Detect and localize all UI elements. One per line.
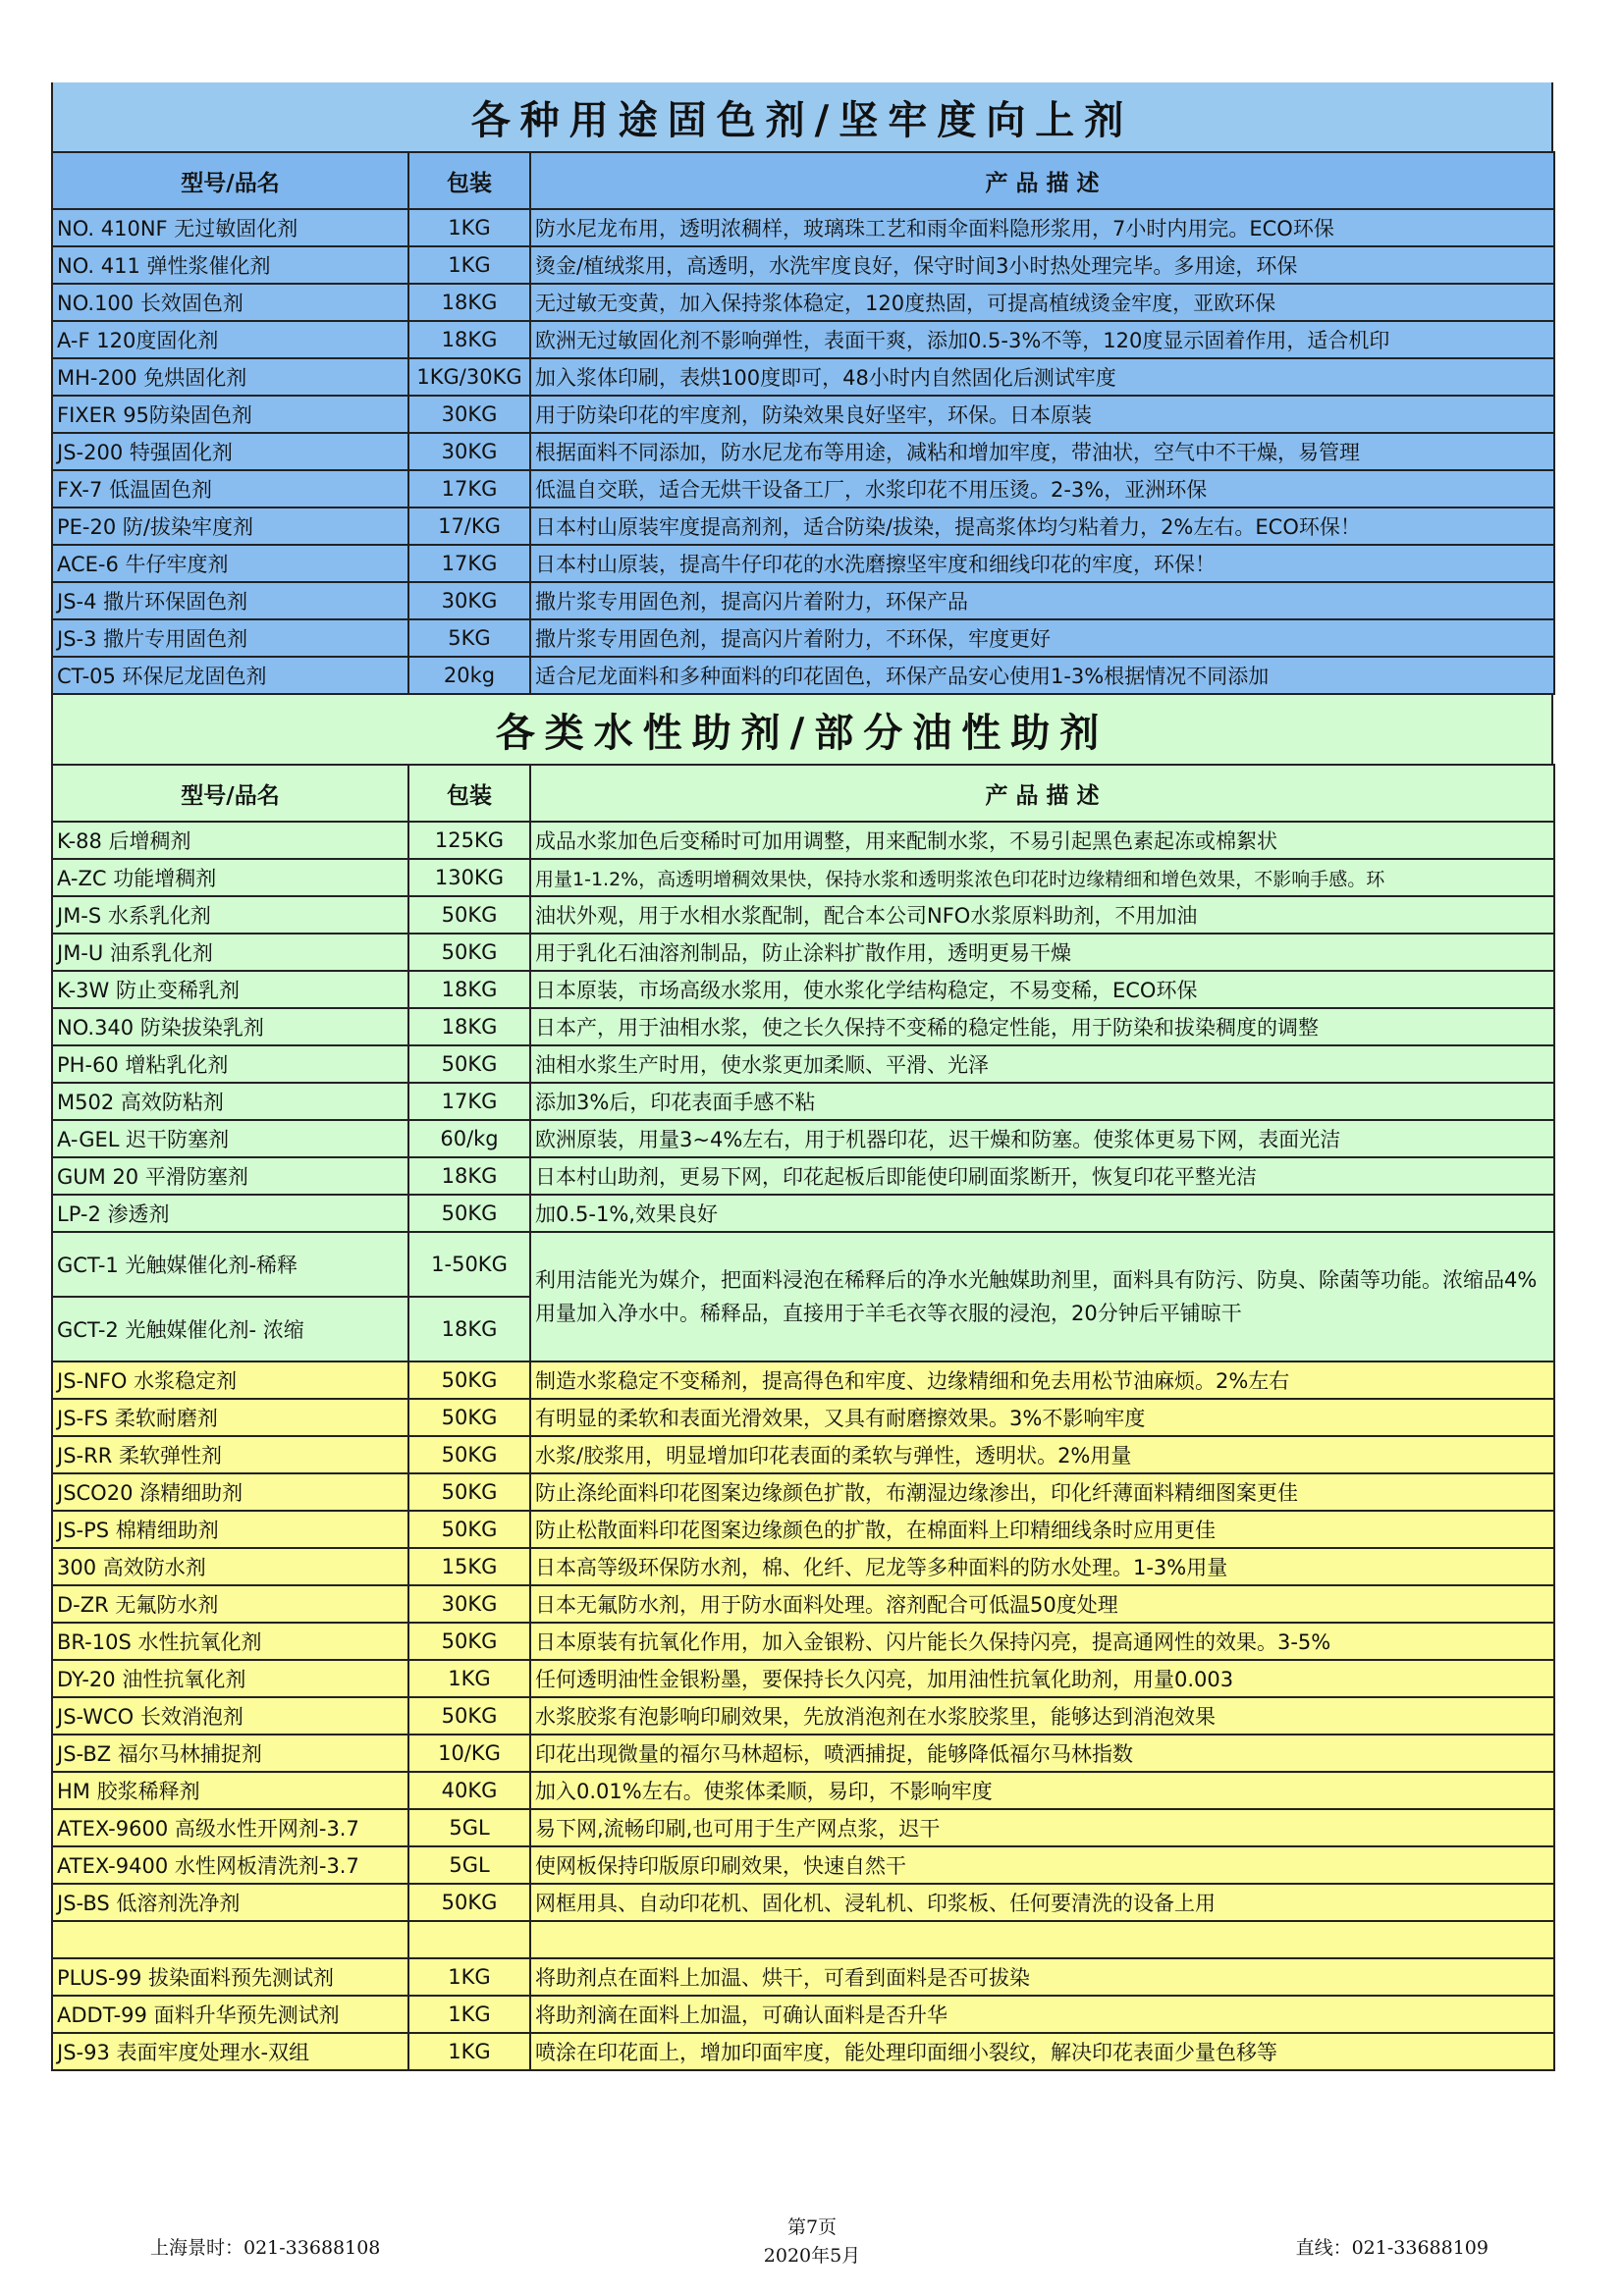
product-name: JS-FS 柔软耐磨剂 <box>52 1399 408 1436</box>
product-name: GCT-2 光触媒催化剂- 浓缩 <box>52 1297 408 1362</box>
table-row <box>52 896 1554 934</box>
product-description: 油状外观，用于水相水浆配制，配合本公司NFO水浆原料助剂，不用加油 <box>530 896 1554 934</box>
product-name: M502 高效防粘剂 <box>52 1083 408 1120</box>
table-row <box>52 1195 1554 1232</box>
product-description: 有明显的柔软和表面光滑效果，又具有耐磨擦效果。3%不影响牢度 <box>530 1399 1554 1436</box>
table-row <box>52 1809 1554 1846</box>
package-size: 30KG <box>408 582 530 619</box>
package-size: 1KG <box>408 246 530 284</box>
package-size: 130KG <box>408 859 530 896</box>
product-description: 无过敏无变黄，加入保持浆体稳定，120度热固，可提高植绒烫金牢度，亚欧环保 <box>530 284 1554 321</box>
package-size: 18KG <box>408 321 530 358</box>
package-size: 40KG <box>408 1772 530 1809</box>
product-name: JS-BZ 福尔马林捕捉剂 <box>52 1735 408 1772</box>
product-name: A-GEL 迟干防塞剂 <box>52 1120 408 1157</box>
package-size: 1KG <box>408 2033 530 2070</box>
package-size: 1KG <box>408 209 530 246</box>
table-row <box>52 1511 1554 1548</box>
package-size: 50KG <box>408 1436 530 1473</box>
table-row <box>52 2033 1554 2070</box>
package-size: 50KG <box>408 1195 530 1232</box>
product-name: ADDT-99 面料升华预先测试剂 <box>52 1996 408 2033</box>
table-row <box>52 1362 1554 1399</box>
table-row <box>52 1083 1554 1120</box>
package-size: 125KG <box>408 822 530 859</box>
product-name: JM-S 水系乳化剂 <box>52 896 408 934</box>
product-name: NO. 411 弹性浆催化剂 <box>52 246 408 284</box>
table-row <box>52 619 1554 657</box>
table-row <box>52 1585 1554 1623</box>
product-description: 欧洲原装，用量3~4%左右，用于机器印花，迟干燥和防塞。使浆体更易下网，表面光洁 <box>530 1120 1554 1157</box>
price-sheet <box>51 82 1553 2071</box>
product-description: 日本无氟防水剂，用于防水面料处理。溶剂配合可低温50度处理 <box>530 1585 1554 1623</box>
footer-phone-right: 直线：021-33688109 <box>1295 2237 1489 2259</box>
product-name: BR-10S 水性抗氧化剂 <box>52 1623 408 1660</box>
package-size: 1KG <box>408 1958 530 1996</box>
product-name: PE-20 防/拔染牢度剂 <box>52 507 408 545</box>
empty-cell <box>408 1921 530 1958</box>
product-name: DY-20 油性抗氧化剂 <box>52 1660 408 1697</box>
table-row <box>52 284 1554 321</box>
table-row <box>52 1232 1554 1297</box>
table-row <box>52 1548 1554 1585</box>
product-name: CT-05 环保尼龙固色剂 <box>52 657 408 694</box>
product-description: 烫金/植绒浆用，高透明，水洗牢度良好，保守时间3小时热处理完毕。多用途，环保 <box>530 246 1554 284</box>
product-name: ATEX-9600 高级水性开网剂-3.7 <box>52 1809 408 1846</box>
product-description: 将助剂点在面料上加温、烘干，可看到面料是否可拔染 <box>530 1958 1554 1996</box>
product-name: JS-RR 柔软弹性剂 <box>52 1436 408 1473</box>
table-row <box>52 1473 1554 1511</box>
product-description: 成品水浆加色后变稀时可加用调整，用来配制水浆，不易引起黑色素起冻或棉絮状 <box>530 822 1554 859</box>
table-row <box>52 1436 1554 1473</box>
product-name: ATEX-9400 水性网板清洗剂-3.7 <box>52 1846 408 1884</box>
col-header-desc: 产 品 描 述 <box>530 765 1554 822</box>
package-size: 60/kg <box>408 1120 530 1157</box>
table-row <box>52 1846 1554 1884</box>
product-description: 欧洲无过敏固化剂不影响弹性，表面干爽，添加0.5-3%不等，120度显示固着作用，适合机印 <box>530 321 1554 358</box>
product-name: PLUS-99 拔染面料预先测试剂 <box>52 1958 408 1996</box>
section1-header-row <box>52 152 1554 209</box>
table-row <box>52 657 1554 694</box>
table-row <box>52 545 1554 582</box>
product-name: JS-200 特强固化剂 <box>52 433 408 470</box>
footer-phone-left: 上海景时：021-33688108 <box>150 2237 381 2259</box>
product-name: JS-WCO 长效消泡剂 <box>52 1697 408 1735</box>
package-size: 50KG <box>408 934 530 971</box>
product-description: 撒片浆专用固色剂，提高闪片着附力，不环保，牢度更好 <box>530 619 1554 657</box>
product-description: 日本原装有抗氧化作用，加入金银粉、闪片能长久保持闪亮，提高通网性的效果。3-5% <box>530 1623 1554 1660</box>
package-size: 10/KG <box>408 1735 530 1772</box>
product-name: JS-93 表面牢度处理水-双组 <box>52 2033 408 2070</box>
package-size: 17KG <box>408 545 530 582</box>
package-size: 1KG <box>408 1996 530 2033</box>
table-row <box>52 396 1554 433</box>
package-size: 1-50KG <box>408 1232 530 1297</box>
table-row <box>52 1399 1554 1436</box>
table-row <box>52 246 1554 284</box>
package-size: 18KG <box>408 284 530 321</box>
package-size: 18KG <box>408 1157 530 1195</box>
product-description: 低温自交联，适合无烘干设备工厂，水浆印花不用压烫。2-3%，亚洲环保 <box>530 470 1554 507</box>
product-description: 水浆胶浆有泡影响印刷效果，先放消泡剂在水浆胶浆里，能够达到消泡效果 <box>530 1697 1554 1735</box>
package-size: 18KG <box>408 1008 530 1045</box>
table-row <box>52 1884 1554 1921</box>
table-row <box>52 470 1554 507</box>
product-description: 日本原装，市场高级水浆用，使水浆化学结构稳定，不易变稀，ECO环保 <box>530 971 1554 1008</box>
product-description: 油相水浆生产时用，使水浆更加柔顺、平滑、光泽 <box>530 1045 1554 1083</box>
product-description: 日本产，用于油相水浆，使之长久保持不变稀的稳定性能，用于防染和拔染稠度的调整 <box>530 1008 1554 1045</box>
product-name: GCT-1 光触媒催化剂-稀释 <box>52 1232 408 1297</box>
col-header-pack: 包装 <box>408 152 530 209</box>
table-row <box>52 1735 1554 1772</box>
product-name: A-ZC 功能增稠剂 <box>52 859 408 896</box>
product-description: 用于乳化石油溶剂制品，防止涂料扩散作用，透明更易干燥 <box>530 934 1554 971</box>
product-description: 使网板保持印版原印刷效果，快速自然干 <box>530 1846 1554 1884</box>
table-row <box>52 1157 1554 1195</box>
product-description: 加0.5-1%,效果良好 <box>530 1195 1554 1232</box>
product-description: 易下网,流畅印刷,也可用于生产网点浆，迟干 <box>530 1809 1554 1846</box>
section2-header-row <box>52 765 1554 822</box>
product-name: JS-NFO 水浆稳定剂 <box>52 1362 408 1399</box>
product-name: FIXER 95防染固色剂 <box>52 396 408 433</box>
package-size: 50KG <box>408 1884 530 1921</box>
table-row <box>52 859 1554 896</box>
product-name: LP-2 渗透剂 <box>52 1195 408 1232</box>
product-description: 用于防染印花的牢度剂，防染效果良好坚牢，环保。日本原装 <box>530 396 1554 433</box>
product-name: NO.340 防染拔染乳剂 <box>52 1008 408 1045</box>
package-size: 50KG <box>408 896 530 934</box>
product-name: HM 胶浆稀释剂 <box>52 1772 408 1809</box>
table-row <box>52 1996 1554 2033</box>
table-row <box>52 1697 1554 1735</box>
product-name: 300 高效防水剂 <box>52 1548 408 1585</box>
page-number: 第7页 <box>786 2216 838 2238</box>
product-description: 日本村山原装牢度提高剂剂，适合防染/拔染，提高浆体均匀粘着力，2%左右。ECO环保！ <box>530 507 1554 545</box>
table-row <box>52 1772 1554 1809</box>
product-description: 利用洁能光为媒介，把面料浸泡在稀释后的净水光触媒助剂里，面料具有防污、防臭、除菌等功能。浓缩品4%用量加入净水中。稀释品，直接用于羊毛衣等衣服的浸泡，20分钟后平铺晾干 <box>530 1232 1554 1362</box>
product-description: 防水尼龙布用，透明浓稠样，玻璃珠工艺和雨伞面料隐形浆用，7小时内用完。ECO环保 <box>530 209 1554 246</box>
table-row <box>52 934 1554 971</box>
product-description: 日本高等级环保防水剂，棉、化纤、尼龙等多种面料的防水处理。1-3%用量 <box>530 1548 1554 1585</box>
product-description: 日本村山原装，提高牛仔印花的水洗磨擦坚牢度和细线印花的牢度，环保！ <box>530 545 1554 582</box>
product-name: NO.100 长效固色剂 <box>52 284 408 321</box>
table-row <box>52 1623 1554 1660</box>
product-name: K-3W 防止变稀乳剂 <box>52 971 408 1008</box>
table-row <box>52 582 1554 619</box>
footer-date: 2020年5月 <box>763 2245 861 2267</box>
package-size: 1KG <box>408 1660 530 1697</box>
table-row <box>52 822 1554 859</box>
table-row <box>52 358 1554 396</box>
package-size: 18KG <box>408 971 530 1008</box>
product-name: JM-U 油系乳化剂 <box>52 934 408 971</box>
product-description: 日本村山助剂，更易下网，印花起板后即能使印刷面浆断开，恢复印花平整光洁 <box>530 1157 1554 1195</box>
table-row <box>52 321 1554 358</box>
package-size: 50KG <box>408 1399 530 1436</box>
product-description: 防止松散面料印花图案边缘颜色的扩散，在棉面料上印精细线条时应用更佳 <box>530 1511 1554 1548</box>
product-name: A-F 120度固化剂 <box>52 321 408 358</box>
table-row <box>52 971 1554 1008</box>
product-name: PH-60 增粘乳化剂 <box>52 1045 408 1083</box>
product-description: 加入浆体印刷，表烘100度即可，48小时内自然固化后测试牢度 <box>530 358 1554 396</box>
product-description: 防止涤纶面料印花图案边缘颜色扩散，布潮湿边缘渗出，印化纤薄面料精细图案更佳 <box>530 1473 1554 1511</box>
package-size: 1KG/30KG <box>408 358 530 396</box>
table-row <box>52 1008 1554 1045</box>
product-name: MH-200 免烘固化剂 <box>52 358 408 396</box>
product-description: 加入0.01%左右。使浆体柔顺，易印，不影响牢度 <box>530 1772 1554 1809</box>
product-description: 制造水浆稳定不变稀剂，提高得色和牢度、边缘精细和免去用松节油麻烦。2%左右 <box>530 1362 1554 1399</box>
product-name: FX-7 低温固色剂 <box>52 470 408 507</box>
product-name: JS-PS 棉精细助剂 <box>52 1511 408 1548</box>
product-description: 根据面料不同添加，防水尼龙布等用途，减粘和增加牢度，带油状，空气中不干燥，易管理 <box>530 433 1554 470</box>
product-description: 喷涂在印花面上，增加印面牢度，能处理印面细小裂纹，解决印花表面少量色移等 <box>530 2033 1554 2070</box>
product-name: GUM 20 平滑防塞剂 <box>52 1157 408 1195</box>
package-size: 50KG <box>408 1473 530 1511</box>
product-name: JSCO20 涤精细助剂 <box>52 1473 408 1511</box>
product-description: 添加3%后，印花表面手感不粘 <box>530 1083 1554 1120</box>
table-row-empty <box>52 1921 1554 1958</box>
section2-title: 各类水性助剂/部分油性助剂 <box>51 695 1553 764</box>
empty-cell <box>530 1921 1554 1958</box>
section1-title: 各种用途固色剂/坚牢度向上剂 <box>51 82 1553 151</box>
product-name: ACE-6 牛仔牢度剂 <box>52 545 408 582</box>
product-name: JS-BS 低溶剂洗净剂 <box>52 1884 408 1921</box>
product-description: 适合尼龙面料和多种面料的印花固色，环保产品安心使用1-3%根据情况不同添加 <box>530 657 1554 694</box>
package-size: 18KG <box>408 1297 530 1362</box>
product-description: 网框用具、自动印花机、固化机、浸轧机、印浆板、任何要清洗的设备上用 <box>530 1884 1554 1921</box>
table-row <box>52 507 1554 545</box>
empty-cell <box>52 1921 408 1958</box>
product-description: 水浆/胶浆用，明显增加印花表面的柔软与弹性，透明状。2%用量 <box>530 1436 1554 1473</box>
product-description: 撒片浆专用固色剂，提高闪片着附力，环保产品 <box>530 582 1554 619</box>
col-header-name: 型号/品名 <box>52 765 408 822</box>
col-header-desc: 产 品 描 述 <box>530 152 1554 209</box>
product-description: 用量1-1.2%，高透明增稠效果快，保持水浆和透明浆浓色印花时边缘精细和增色效果，不影响手感。环 <box>530 859 1554 896</box>
table-row <box>52 209 1554 246</box>
product-description: 将助剂滴在面料上加温，可确认面料是否升华 <box>530 1996 1554 2033</box>
product-name: NO. 410NF 无过敏固化剂 <box>52 209 408 246</box>
col-header-pack: 包装 <box>408 765 530 822</box>
section2-table <box>51 764 1555 2071</box>
package-size: 50KG <box>408 1623 530 1660</box>
package-size: 17KG <box>408 470 530 507</box>
section1-table <box>51 151 1555 695</box>
package-size: 17/KG <box>408 507 530 545</box>
package-size: 50KG <box>408 1511 530 1548</box>
table-row <box>52 1958 1554 1996</box>
package-size: 5KG <box>408 619 530 657</box>
product-name: D-ZR 无氟防水剂 <box>52 1585 408 1623</box>
table-row <box>52 433 1554 470</box>
package-size: 17KG <box>408 1083 530 1120</box>
package-size: 50KG <box>408 1362 530 1399</box>
product-description: 印花出现微量的福尔马林超标，喷洒捕捉，能够降低福尔马林指数 <box>530 1735 1554 1772</box>
package-size: 5GL <box>408 1809 530 1846</box>
package-size: 50KG <box>408 1697 530 1735</box>
table-row <box>52 1660 1554 1697</box>
package-size: 30KG <box>408 396 530 433</box>
product-name: JS-3 撒片专用固色剂 <box>52 619 408 657</box>
table-row <box>52 1045 1554 1083</box>
col-header-name: 型号/品名 <box>52 152 408 209</box>
product-name: K-88 后增稠剂 <box>52 822 408 859</box>
package-size: 50KG <box>408 1045 530 1083</box>
product-name: JS-4 撒片环保固色剂 <box>52 582 408 619</box>
product-description: 任何透明油性金银粉墨，要保持长久闪亮，加用油性抗氧化助剂，用量0.003 <box>530 1660 1554 1697</box>
package-size: 30KG <box>408 1585 530 1623</box>
package-size: 20kg <box>408 657 530 694</box>
table-row <box>52 1120 1554 1157</box>
package-size: 5GL <box>408 1846 530 1884</box>
package-size: 15KG <box>408 1548 530 1585</box>
package-size: 30KG <box>408 433 530 470</box>
